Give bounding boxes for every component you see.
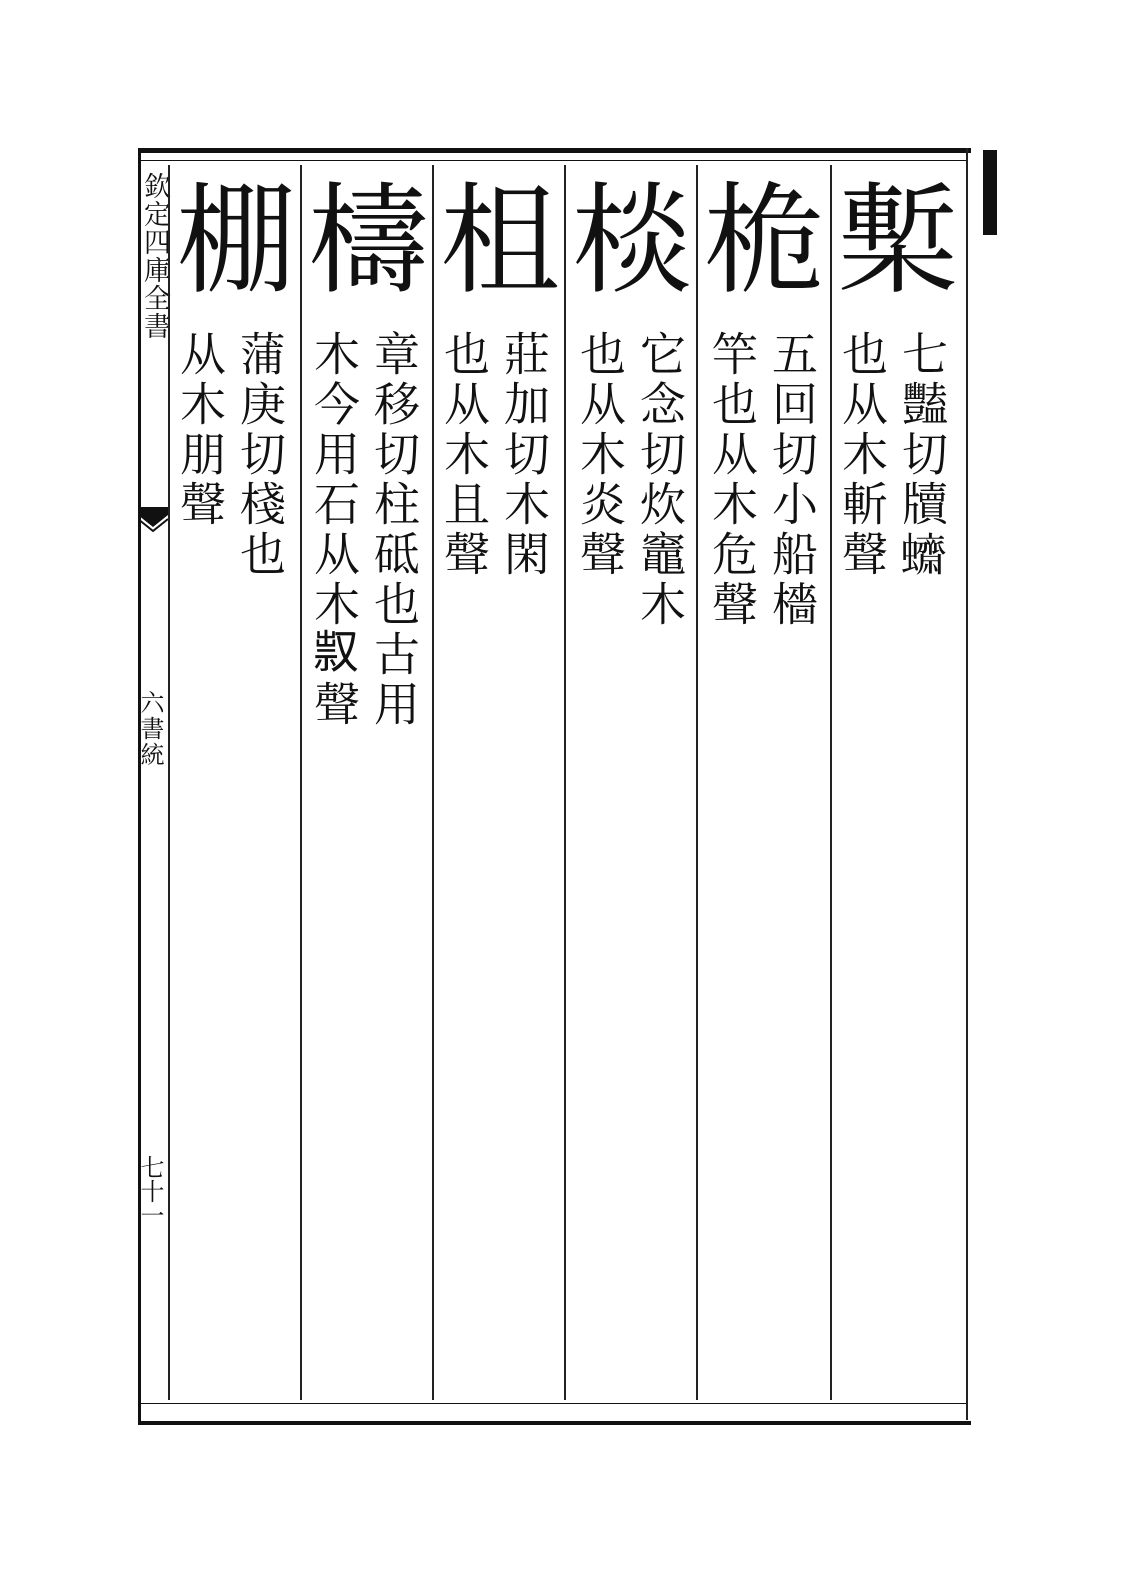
gloss-line: 竿也从木危聲 — [705, 330, 759, 630]
fish-tail-mark-icon — [138, 505, 168, 535]
dictionary-entry — [698, 165, 830, 1400]
gloss-line: 也从木炎聲 — [573, 330, 627, 580]
seal-headword: 槧 — [838, 172, 958, 311]
frame-right-rule — [966, 148, 968, 1420]
gloss-line: 章移切柱砥也古用 — [367, 330, 421, 730]
dictionary-entry — [170, 165, 300, 1400]
seal-headword: 檮 — [308, 172, 428, 311]
gloss-line: 莊加切木閑 — [497, 330, 551, 580]
dictionary-entry — [302, 165, 432, 1400]
spine-page-number: 七十一 — [136, 1155, 164, 1227]
margin-ink-mark — [983, 150, 997, 235]
dictionary-entry — [566, 165, 696, 1400]
seal-headword: 棚 — [176, 172, 296, 311]
gloss-line: 也从木斬聲 — [835, 330, 889, 580]
spine-book-name: 六書統 — [136, 690, 164, 768]
gloss-line: 木今用石从木𠭥聲 — [307, 330, 361, 730]
gloss-line: 七豔切牘𧕚 — [895, 330, 949, 580]
seal-headword: 桅 — [704, 172, 824, 311]
spine-title: 欽定四庫全書 — [139, 172, 170, 340]
gloss-line: 从木朋聲 — [173, 330, 227, 530]
gloss-line: 蒲庚切棧也 — [233, 330, 287, 580]
gloss-line: 五回切小船檣 — [765, 330, 819, 630]
seal-headword: 棪 — [572, 172, 692, 311]
dictionary-entry — [832, 165, 966, 1400]
gloss-line: 也从木且聲 — [437, 330, 491, 580]
seal-headword: 柤 — [440, 172, 560, 311]
frame-inner-bottom-rule — [138, 1403, 968, 1404]
frame-inner-top-rule — [138, 160, 968, 161]
dictionary-entry — [434, 165, 564, 1400]
gloss-line: 它念切炊竈木 — [633, 330, 687, 630]
